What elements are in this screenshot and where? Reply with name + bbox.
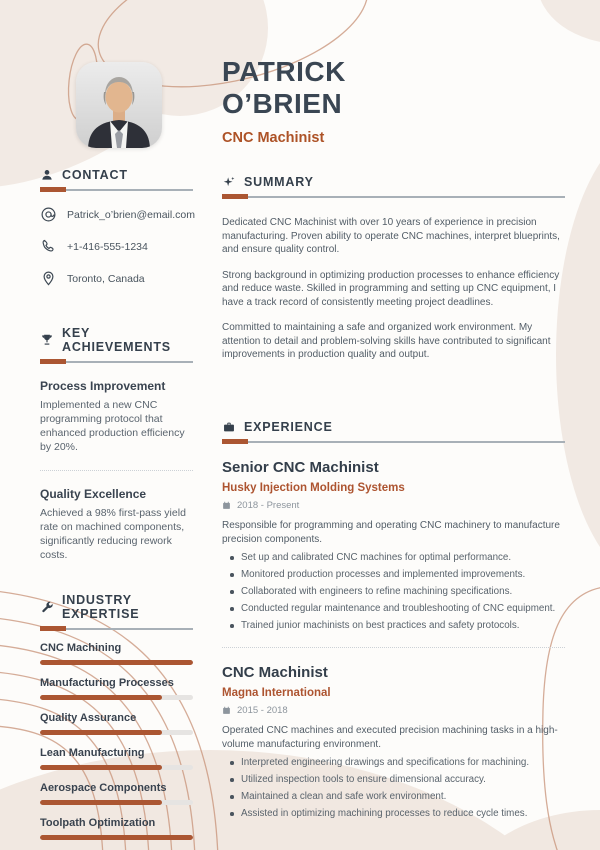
skill-bar-fill [40,835,193,840]
contact-location: Toronto, Canada [40,270,193,287]
summary-heading: SUMMARY [222,175,565,189]
section-rule [40,628,193,630]
summary-paragraph: Dedicated CNC Machinist with over 10 years of experience in precision manufacturing. Proven ability to operate CNC machines, interpret blueprints, and ensure quality control. [222,217,560,255]
expertise-heading: INDUSTRY EXPERTISE [40,593,193,621]
contact-heading: CONTACT [40,168,193,182]
dotted-divider [222,647,565,648]
section-rule [222,196,565,198]
section-rule [40,361,193,363]
job-bullet: Trained junior machinists on best practices and safety protocols. [241,620,565,631]
profile-photo [76,62,162,148]
skill-bar-fill [40,730,162,735]
job-description: Responsible for programming and operating CNC machinery to manufacture precision components. [222,520,560,545]
last-name: O’BRIEN [222,88,343,120]
summary-section [222,175,565,374]
dotted-divider [40,470,193,471]
role-title: CNC Machinist [222,129,325,146]
achievement-item: Quality Excellence Achieved a 98% first-pass yield rate on machined components, significantly reducing rework costs. [40,486,186,561]
skill-bar-track [40,835,193,840]
job-company: Magna International [222,687,331,699]
skill-bar-track [40,765,193,770]
summary-paragraph: Committed to maintaining a safe and organized work environment. My attention to detail and problem-solving skills have contributed to significant improvements in production quality and output. [222,322,551,360]
job-bullet-list [222,552,565,631]
job-bullet: Conducted regular maintenance and troubleshooting of CNC equipment. [241,603,565,614]
skill-cnc-machining: CNC Machining [40,642,193,665]
section-rule [222,441,565,443]
job-bullet: Utilized inspection tools to ensure dimensional accuracy. [241,774,565,785]
summary-paragraph: Strong background in optimizing production processes to enhance efficiency and reduce waste. Skilled in programming and setting up CNC equipment, I have a track record of consistently meeting project deadlines. [222,269,560,308]
at-icon [40,206,57,223]
location-pin-icon [40,270,57,287]
job-bullet: Monitored production processes and implemented improvements. [241,569,565,580]
skill-manufacturing-processes: Manufacturing Processes [40,677,193,700]
calendar-icon [222,706,231,715]
job-title: CNC Machinist [222,664,328,681]
phone-icon [40,238,57,255]
skill-toolpath-optimization: Toolpath Optimization [40,817,193,840]
skill-bar-fill [40,765,162,770]
contact-phone: +1-416-555-1234 [40,238,193,255]
sparkle-icon [222,175,236,189]
job-bullet: Maintained a clean and safe work environment. [241,791,565,802]
skill-aerospace-components: Aerospace Components [40,782,193,805]
skill-bar-track [40,800,193,805]
wrench-icon [40,600,54,614]
job-company: Husky Injection Molding Systems [222,482,405,494]
achievement-item: Process Improvement Implemented a new CNC programming protocol that enhanced production efficiency by 20%. [40,379,185,453]
skill-bar-track [40,730,193,735]
person-icon [40,168,54,182]
job-description: Operated CNC machines and executed precision machining tasks in a high-volume manufacturing environment. [222,725,558,750]
briefcase-icon [222,420,236,434]
job-dates: 2018 - Present [222,500,565,511]
skill-bar-fill [40,800,162,805]
first-name: PATRICK [222,56,346,87]
calendar-icon [222,501,231,510]
job-title: Senior CNC Machinist [222,459,379,476]
skill-lean-manufacturing: Lean Manufacturing [40,747,193,770]
job-bullet: Collaborated with engineers to refine machining specifications. [241,586,565,597]
job-bullet-list [222,757,565,819]
job-dates: 2015 - 2018 [222,705,565,716]
job-entry [222,664,565,819]
job-bullet: Set up and calibrated CNC machines for optimal performance. [241,552,565,563]
contact-section [40,168,193,287]
experience-heading: EXPERIENCE [222,420,565,434]
skill-bar-fill [40,660,193,665]
section-rule [40,189,193,191]
experience-section [222,420,565,819]
trophy-icon [40,333,54,347]
header [222,56,565,146]
job-bullet: Interpreted engineering drawings and specifications for machining. [241,757,565,768]
expertise-section [40,593,193,840]
skill-quality-assurance: Quality Assurance [40,712,193,735]
job-bullet: Assisted in optimizing machining processes to reduce cycle times. [241,808,565,819]
skill-bar-track [40,695,193,700]
achievements-heading: KEY ACHIEVEMENTS [40,326,193,354]
skill-bar-fill [40,695,162,700]
skill-bar-track [40,660,193,665]
contact-email: Patrick_o’brien@email.com [40,206,193,223]
job-entry [222,459,565,631]
achievements-section [40,326,193,563]
